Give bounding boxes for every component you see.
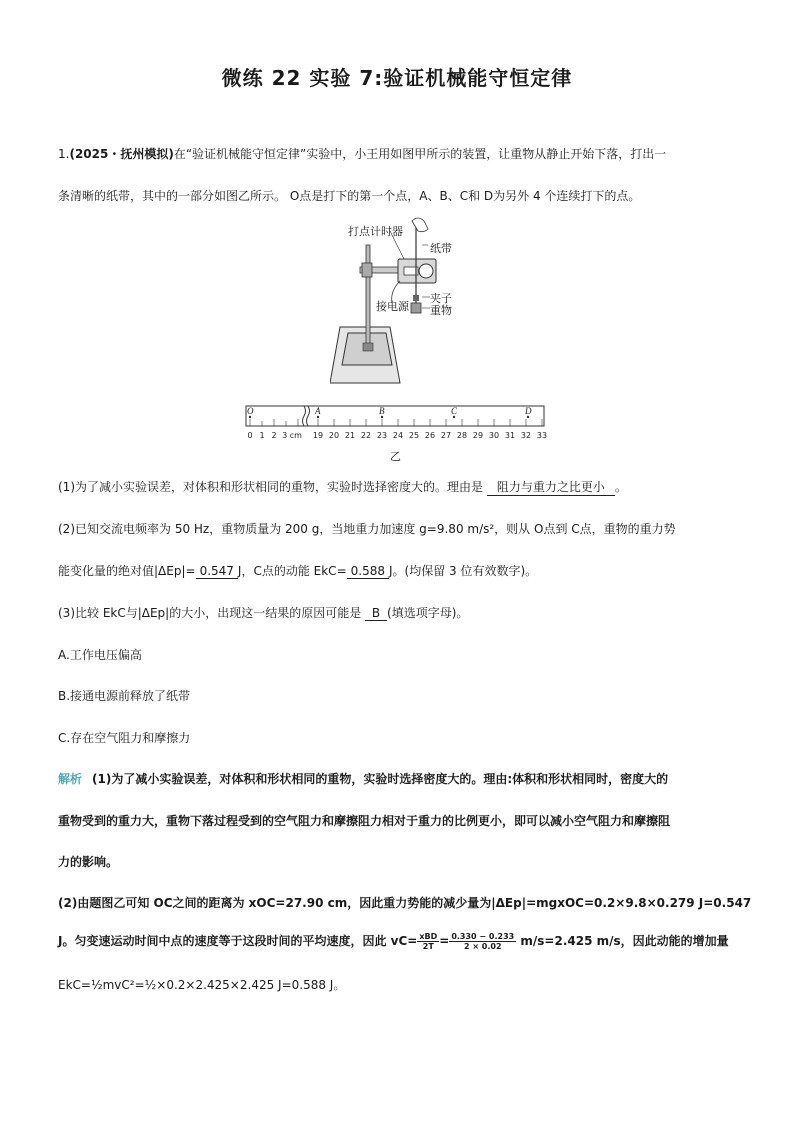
question-1-line-2: 条清晰的纸带，其中的一部分如图乙所示。 O点是打下的第一个点，A、B、C和 D为另外 4 个连续打下的点。	[58, 189, 641, 203]
question-source: (2025・抚州模拟)	[69, 147, 174, 161]
label-clip: 夹子	[430, 292, 452, 305]
ruler-tick: 31	[504, 431, 516, 440]
ruler-tick: 32	[520, 431, 532, 440]
ruler-tick: 19	[312, 431, 324, 440]
ruler-tick: 0	[247, 431, 253, 440]
solution-label: 解析	[58, 772, 83, 786]
option-a: A.工作电压偏高	[58, 648, 142, 662]
part-3: (3)比较 EkC与|ΔEp|的大小，出现这一结果的原因可能是 B (填选项字母)。	[58, 606, 469, 620]
part-2-line-1: (2)已知交流电频率为 50 Hz，重物质量为 200 g，当地重力加速度 g=9.80 m/s²，则从 O点到 C点，重物的重力势	[58, 522, 676, 536]
question-1-line-1	[58, 145, 666, 162]
part-2-line-2: 能变化量的绝对值|ΔEp|= 0.547 J，C点的动能 EkC= 0.588 J。(均保留 3 位有效数字)。	[58, 564, 538, 578]
solution-line-6: EkC=½mvC²=½×0.2×2.425×2.425 J=0.588 J。	[58, 978, 346, 992]
solution-line-3: 力的影响。	[58, 855, 119, 869]
ruler-tick: 27	[440, 431, 452, 440]
ruler-tick: 30	[488, 431, 500, 440]
page-title: 微练 22 实验 7:验证机械能守恒定律	[221, 66, 573, 90]
solution-line-5: J。匀变速运动时间中点的速度等于这段时间的平均速度，因此 vC= $\frac{\text{xBD}}{2T}$ = $\frac{0.330 - 0.233}{2 \times 0.02}$ m/s=2.425 m/s，因此动能的增加量	[58, 932, 729, 951]
fraction-2: $\frac{0.330 - 0.233}{2 \times 0.02}$	[451, 932, 515, 951]
answer-3: B	[365, 606, 387, 621]
tape-point-a: A	[315, 406, 321, 416]
answer-2a: 0.547	[196, 564, 238, 579]
ruler-tick: 2	[271, 431, 277, 440]
question-stem: 在“验证机械能守恒定律”实验中，小王用如图甲所示的装置，让重物从静止开始下落，打出一	[173, 147, 667, 161]
label-power: 接电源	[376, 300, 409, 313]
part-1: (1)为了减小实验误差，对体积和形状相同的重物，实验时选择密度大的。理由是 阻力与重力之比更小 。	[58, 480, 627, 494]
ruler-tick: 25	[408, 431, 420, 440]
solution-line-1: 解析 (1)为了减小实验误差，对体积和形状相同的重物，实验时选择密度大的。理由:体积和形状相同时，密度大的	[58, 772, 669, 786]
ruler-tick: 1	[259, 431, 265, 440]
ruler-tick: 28	[456, 431, 468, 440]
ruler-tick: 23	[376, 431, 388, 440]
label-tape: 纸带	[430, 242, 452, 255]
ruler-tick: 3 cm	[282, 431, 302, 440]
answer-1: 阻力与重力之比更小	[487, 478, 615, 496]
ruler-tick: 29	[472, 431, 484, 440]
label-timer: 打点计时器	[348, 225, 403, 238]
tape-point-b: B	[379, 406, 385, 416]
question-number: 1.	[58, 147, 70, 161]
option-c: C.存在空气阻力和摩擦力	[58, 731, 191, 745]
figure-caption-yi: 乙	[390, 450, 401, 463]
fraction-1: $\frac{\text{xBD}}{2T}$	[419, 932, 438, 951]
answer-2b: 0.588	[347, 564, 389, 579]
tape-ruler-figure	[244, 404, 549, 446]
tape-point-c: C	[451, 406, 458, 416]
tape-point-d: D	[525, 406, 532, 416]
ruler-tick: 26	[424, 431, 436, 440]
tape-point-o: O	[247, 406, 254, 416]
solution-line-4: (2)由题图乙可知 OC之间的距离为 xOC=27.90 cm，因此重力势能的减少量为|ΔEp|=mgxOC=0.2×9.8×0.279 J=0.547	[58, 896, 752, 910]
ruler-tick: 33	[536, 431, 548, 440]
solution-line-2: 重物受到的重力大，重物下落过程受到的空气阻力和摩擦阻力相对于重力的比例更小，即可以减小空气阻力和摩擦阻	[58, 814, 671, 828]
ruler-tick: 22	[360, 431, 372, 440]
ruler-tick: 20	[328, 431, 340, 440]
option-b: B.接通电源前释放了纸带	[58, 689, 191, 703]
ruler-tick: 24	[392, 431, 404, 440]
ruler-tick: 21	[344, 431, 356, 440]
label-weight: 重物	[430, 304, 452, 317]
